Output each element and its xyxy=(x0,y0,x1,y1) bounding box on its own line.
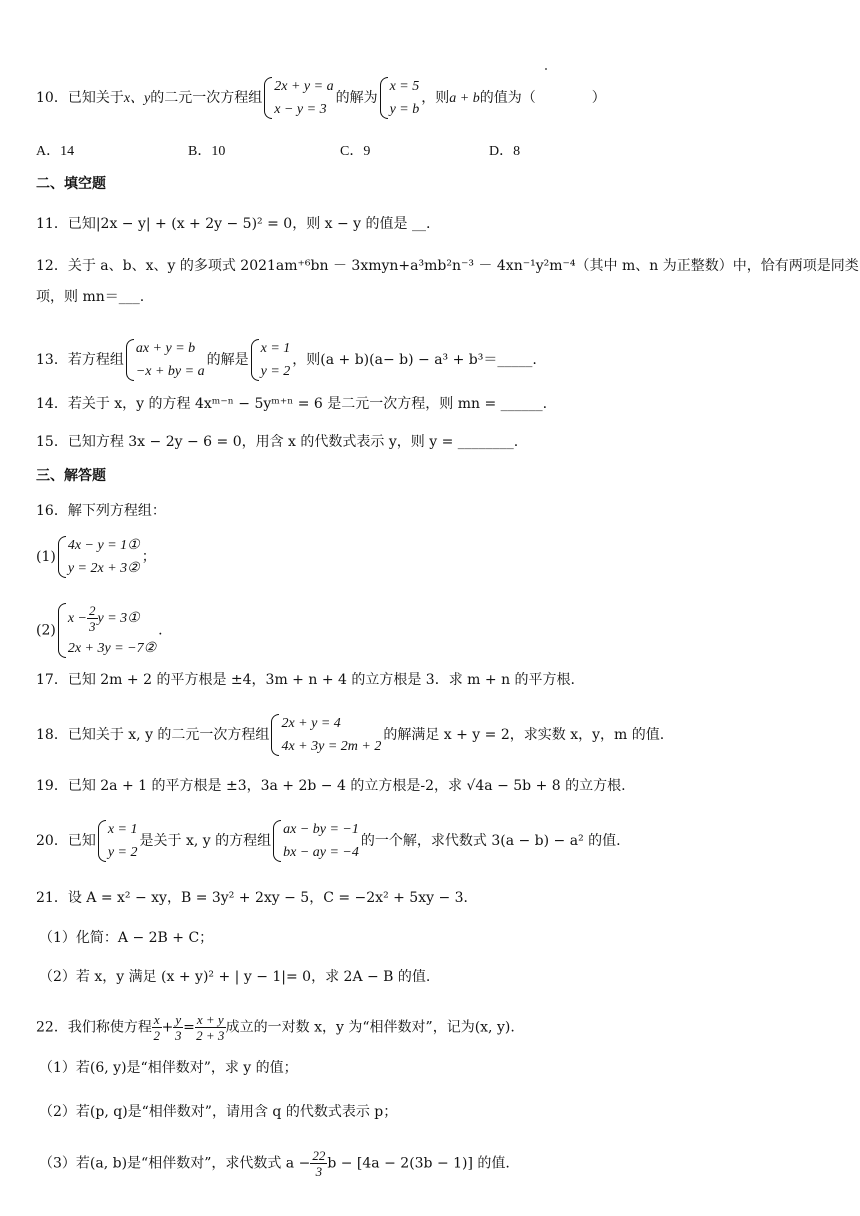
q20-number: 20． xyxy=(36,833,68,849)
q20-eq2: bx − ay = −4 xyxy=(283,845,359,860)
q22-part1: （1）若(6, y)是“相伴数对”，求 y 的值； xyxy=(39,1060,298,1076)
q20-system xyxy=(273,818,359,864)
q16-part2-system xyxy=(58,601,156,660)
fraction-numerator: y xyxy=(175,1012,182,1027)
q20-sol1: x = 1 xyxy=(107,822,138,837)
q22-part3-post: b − [4a − 2(3b − 1)] 的值. xyxy=(327,1155,510,1172)
question-16 xyxy=(36,501,166,521)
q13-eq1: ax + y = b xyxy=(135,341,196,356)
q13-eq2: −x + by = a xyxy=(135,364,205,379)
q16-part1-eq2: y = 2x + 3② xyxy=(67,561,140,576)
question-12 xyxy=(36,256,859,276)
q10-eq1: 2x + y = a xyxy=(274,79,334,94)
fraction-denominator: 3 xyxy=(89,619,96,635)
plus-sign: + xyxy=(161,1019,174,1036)
question-10 xyxy=(36,75,606,121)
fraction-numerator: 2 xyxy=(89,603,96,619)
q22-part2: （2）若(p, q)是“相伴数对”，请用含 q 的代数式表示 p； xyxy=(39,1104,398,1120)
q15-number: 15． xyxy=(36,434,68,450)
q22-frac-x xyxy=(152,1012,162,1043)
q18-eq2: 4x + 3y = 2m + 2 xyxy=(281,739,382,754)
q10-text-pre: 已知关于 xyxy=(67,90,124,106)
equals-sign: = xyxy=(183,1019,195,1036)
q10-text-end: 的值为（ ） xyxy=(479,90,606,106)
section-heading-fill-blank: 二、填空题 xyxy=(36,176,106,192)
q16-part1-label: (1) xyxy=(36,549,56,565)
q10-text-mid2: 的解为 xyxy=(335,90,378,106)
question-21 xyxy=(36,888,478,908)
q10-text-post: ，则 xyxy=(421,90,450,106)
q16-number: 16． xyxy=(36,503,68,519)
q13-text-post: ，则(a + b)(a− b) − a³ + b³＝_____. xyxy=(292,352,537,368)
question-19 xyxy=(36,776,626,796)
q21-text: 设 A = x² − xy，B = 3y² + 2xy − 5，C = −2x² + 5xy − 3． xyxy=(67,890,478,906)
q10-sol1: x = 5 xyxy=(389,79,420,94)
q13-solution xyxy=(251,337,291,383)
option-b: B．10 xyxy=(188,144,226,159)
fraction-denominator: 2 + 3 xyxy=(196,1028,225,1043)
fraction-numerator: x + y xyxy=(196,1012,224,1027)
q10-number: 10． xyxy=(36,90,68,106)
question-20 xyxy=(36,818,621,864)
q20-text-mid: 是关于 x, y 的方程组 xyxy=(139,833,272,849)
q22-part3-fraction xyxy=(310,1148,327,1179)
q22-frac-sum xyxy=(195,1012,226,1043)
question-22 xyxy=(36,1012,515,1043)
q10-text-mid: 的二元一次方程组 xyxy=(150,90,263,106)
q21-part2: （2）若 x，y 满足 (x + y)² + | y − 1|= 0，求 2A − B 的值. xyxy=(39,969,431,985)
q10-sol2: y = b xyxy=(389,102,420,117)
q21-part1: （1）化简：A − 2B + C； xyxy=(39,930,214,946)
q22-frac-y xyxy=(173,1012,183,1043)
q21-number: 21． xyxy=(36,890,68,906)
q13-text-pre: 若方程组 xyxy=(67,352,124,368)
fraction-numerator: x xyxy=(153,1012,160,1027)
q16-part2-label: (2) xyxy=(36,622,56,639)
q13-sol2: y = 2 xyxy=(260,364,291,379)
option-d: D．8 xyxy=(489,144,521,159)
q18-text-post: 的解满足 x + y = 2，求实数 x，y，m 的值. xyxy=(383,727,665,743)
q13-system xyxy=(126,337,205,383)
q14-text: 若关于 x，y 的方程 4xᵐ⁻ⁿ − 5yᵐ⁺ⁿ = 6 是二元一次方程，则 mn = ______. xyxy=(67,396,548,412)
question-17 xyxy=(36,670,575,690)
q12-text-line2: 项，则 mn＝___. xyxy=(36,289,145,305)
q10-system xyxy=(264,75,333,121)
stray-dot xyxy=(545,68,547,70)
q11-number: 11． xyxy=(36,216,68,232)
q13-text-mid: 的解是 xyxy=(206,352,249,368)
q11-text: 已知|2x − y| + (x + 2y − 5)² = 0，则 x − y 的值是 __. xyxy=(67,216,431,232)
q22-part3 xyxy=(39,1148,510,1179)
q16-part2-eq2: 2x + 3y = −7② xyxy=(67,641,157,656)
q16-part2-end: . xyxy=(158,622,163,639)
q10-expr: a + b xyxy=(449,91,480,106)
q16-text: 解下列方程组： xyxy=(67,503,166,519)
fraction-numerator: 22 xyxy=(312,1148,326,1163)
q20-eq1: ax − by = −1 xyxy=(283,822,359,837)
q10-eq2: x − y = 3 xyxy=(274,102,327,117)
q20-text-pre: 已知 xyxy=(67,833,96,849)
q17-text: 已知 2m + 2 的平方根是 ±4，3m + n + 4 的立方根是 3．求 m + n 的平方根. xyxy=(67,672,575,688)
q13-number: 13． xyxy=(36,352,68,368)
fraction-denominator: 2 xyxy=(153,1028,160,1043)
q12-text-line1: 关于 a、b、x、y 的多项式 2021am⁺⁶bn － 3xmyn+a³mb²n⁻³ － 4xn⁻¹y²m⁻⁴（其中 m、n 为正整数）中，恰有两项是同类 xyxy=(67,258,859,274)
q15-text: 已知方程 3x − 2y − 6 = 0，用含 x 的代数式表示 y，则 y = ________. xyxy=(67,434,519,450)
q12-number: 12． xyxy=(36,258,68,274)
q22-text-pre: 我们称使方程 xyxy=(67,1019,152,1036)
q18-number: 18． xyxy=(36,727,68,743)
q16-part1 xyxy=(36,534,156,580)
q16-part2-fraction xyxy=(87,603,98,634)
q16-part2 xyxy=(36,601,163,660)
q22-part3-pre: （3）若(a, b)是“相伴数对”，求代数式 a − xyxy=(39,1155,311,1172)
q10-solution xyxy=(380,75,420,121)
q20-sol2: y = 2 xyxy=(107,845,138,860)
question-14 xyxy=(36,394,547,414)
q16-part1-end: ； xyxy=(141,549,156,565)
q13-sol1: x = 1 xyxy=(260,341,291,356)
q18-text-pre: 已知关于 x, y 的二元一次方程组 xyxy=(67,727,270,743)
q20-text-post: 的一个解，求代数式 3(a − b) − a² 的值. xyxy=(360,833,621,849)
q18-system xyxy=(271,712,381,758)
option-c: C．9 xyxy=(340,144,371,159)
q16-part2-b: y = 3① xyxy=(97,611,140,626)
q22-number: 22． xyxy=(36,1019,68,1036)
section-heading-solve: 三、解答题 xyxy=(36,468,106,484)
q19-text: 已知 2a + 1 的平方根是 ±3，3a + 2b − 4 的立方根是-2，求 √4a − 5b + 8 的立方根. xyxy=(67,778,626,794)
fraction-denominator: 3 xyxy=(174,1028,182,1043)
question-15 xyxy=(36,432,518,452)
question-18 xyxy=(36,712,664,758)
option-a: A．14 xyxy=(36,144,75,159)
question-11 xyxy=(36,214,430,234)
q17-number: 17． xyxy=(36,672,68,688)
q16-part2-a: x − xyxy=(67,611,88,626)
q19-number: 19． xyxy=(36,778,68,794)
question-13 xyxy=(36,337,537,383)
q20-solution xyxy=(98,818,138,864)
q22-text-post: 成立的一对数 x，y 为“相伴数对”，记为(x, y). xyxy=(225,1019,515,1036)
q16-part1-eq1: 4x − y = 1① xyxy=(67,538,140,553)
q10-vars: x、y xyxy=(123,91,151,106)
q18-eq1: 2x + y = 4 xyxy=(281,716,341,731)
q14-number: 14． xyxy=(36,396,68,412)
q16-part1-system xyxy=(58,534,140,580)
fraction-denominator: 3 xyxy=(315,1164,323,1179)
q16-part2-row1 xyxy=(68,601,156,637)
